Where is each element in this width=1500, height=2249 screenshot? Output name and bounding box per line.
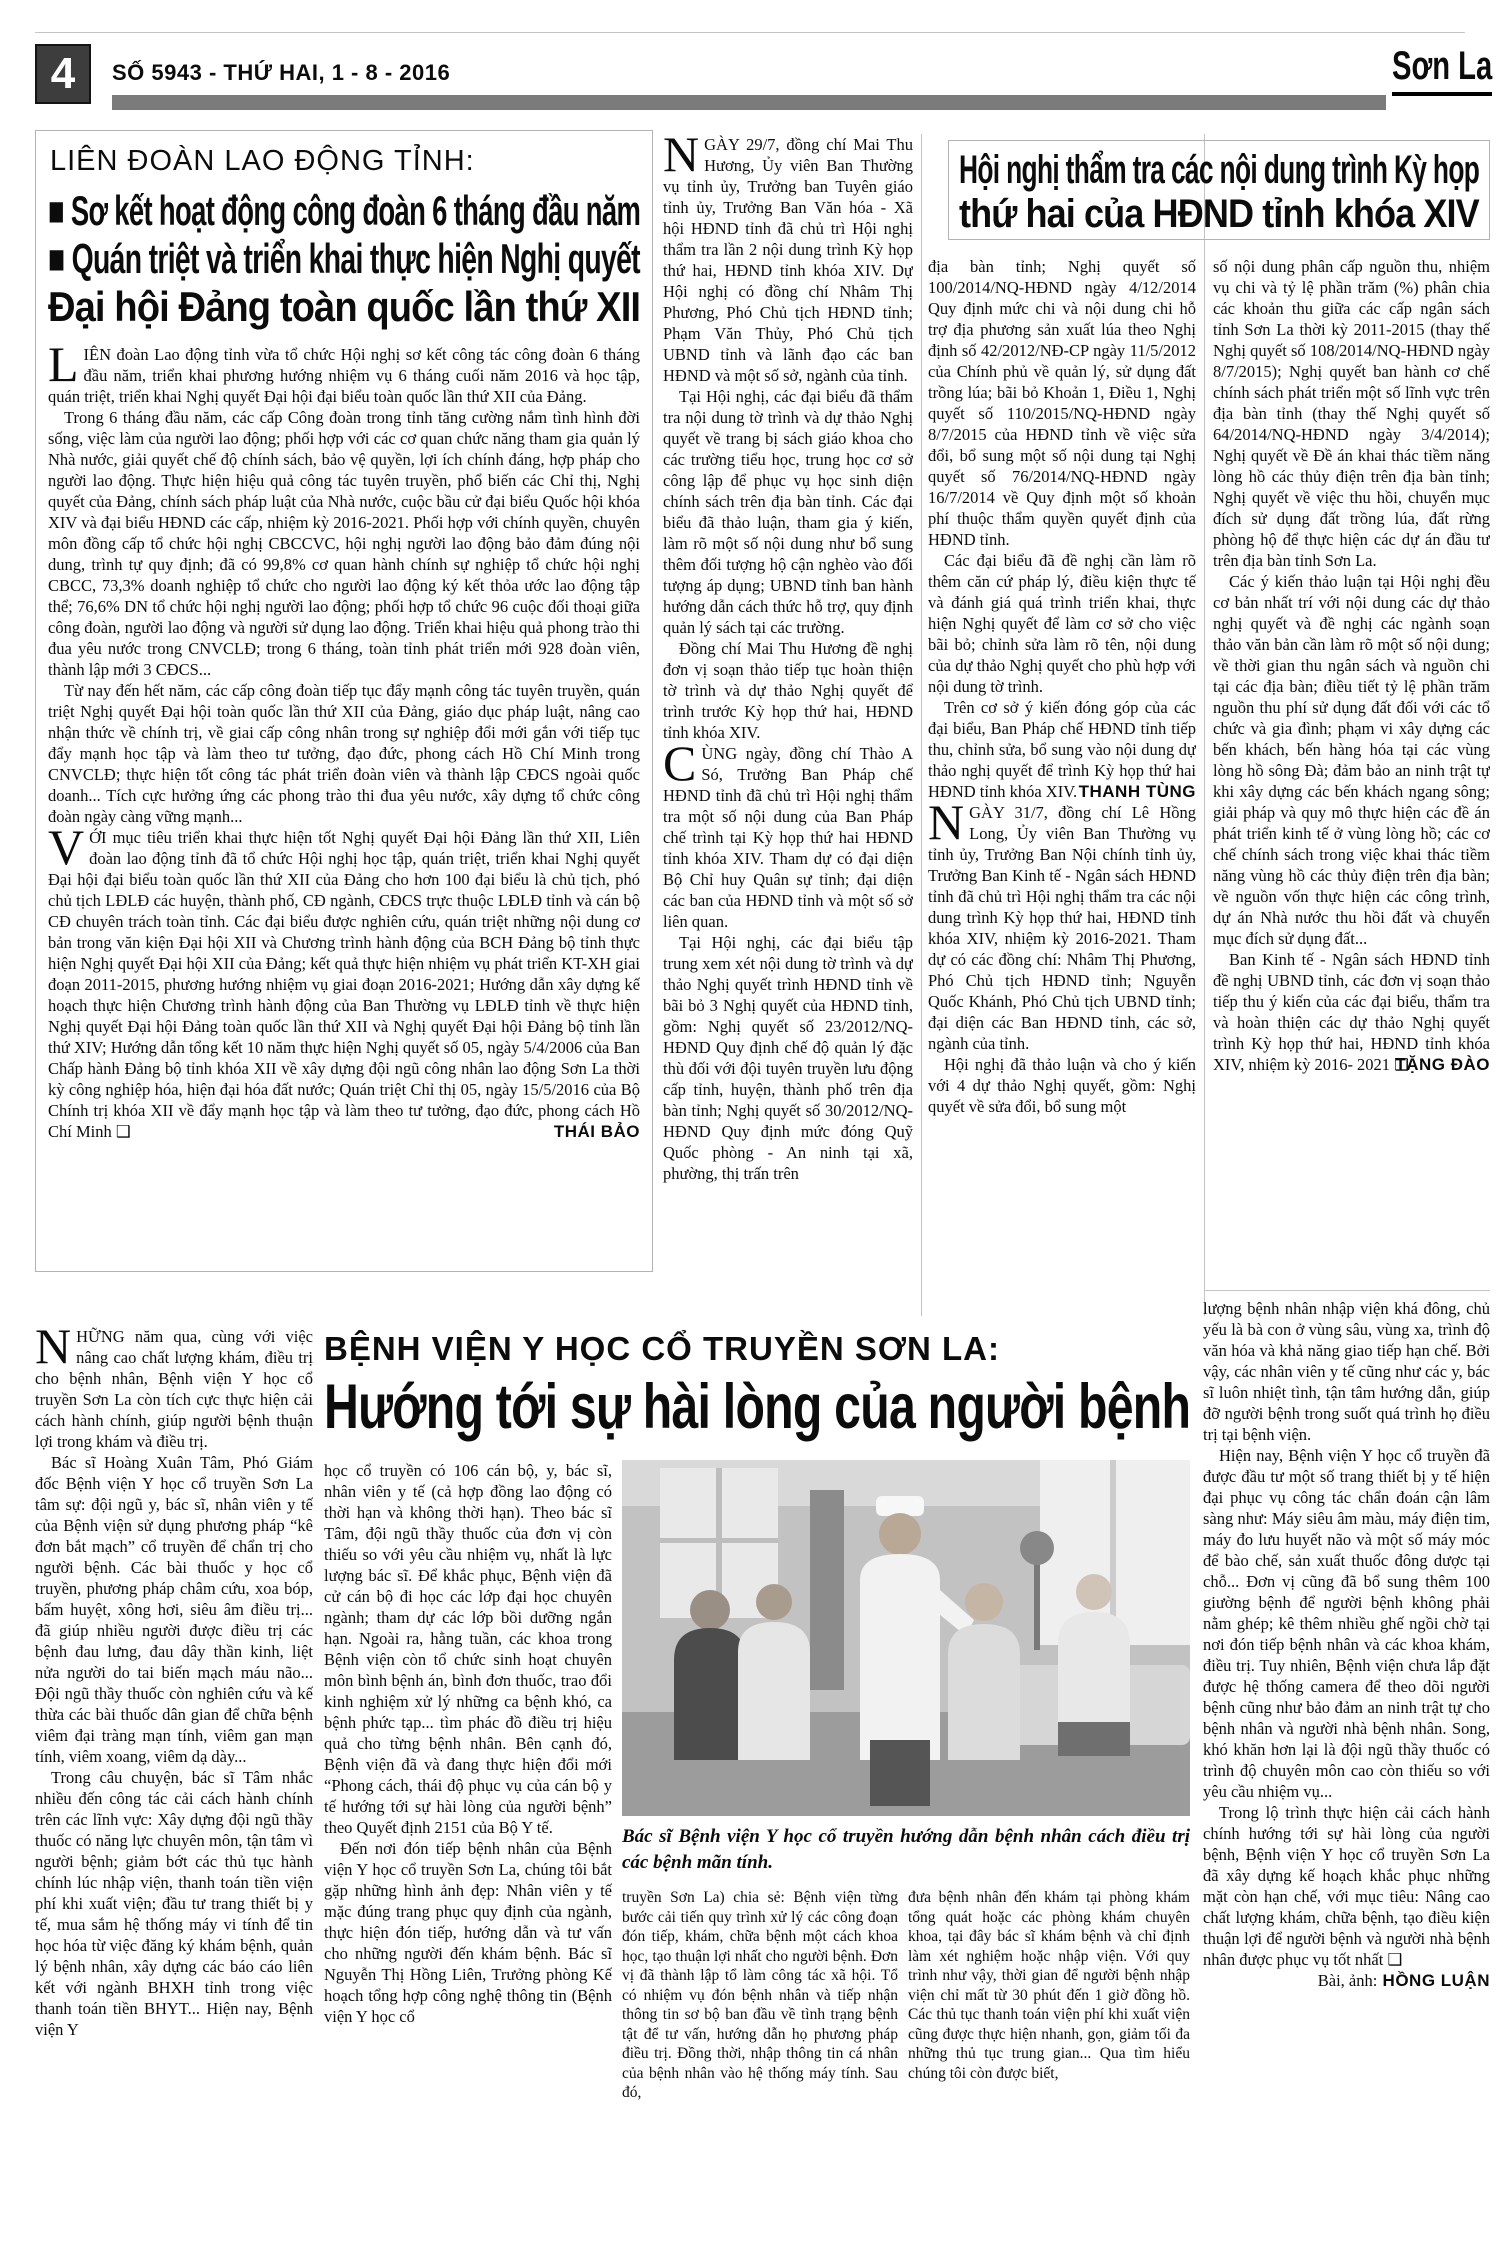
paragraph: Các đại biểu đã đề nghị cần làm rõ thêm căn cứ pháp lý, điều kiện thực tế và đánh giá quá trình triển khai, thực hiện Nghị quyết để làm cơ sở cho việc bãi bỏ; chỉnh sửa làm rõ tên, nội dung của dự thảo Nghị quyết cho phù hợp với nội dung tờ trình. xyxy=(928,551,1196,696)
section-rule xyxy=(1204,1290,1490,1291)
column-rule xyxy=(1204,134,1205,1316)
paragraph: Hội nghị đã thảo luận và cho ý kiến với 4 dự thảo Nghị quyết, gồm: Nghị quyết về sửa đổi, bổ sung một xyxy=(928,1055,1196,1116)
article-union-headline xyxy=(48,236,640,284)
headline-line: thứ hai của HĐND tỉnh khóa XIV xyxy=(959,192,1479,236)
byline: TẶNG ĐÀO xyxy=(1395,1055,1490,1074)
article-hdnd-column-3 xyxy=(1213,256,1490,1270)
article-hospital-kicker: BỆNH VIỆN Y HỌC CỔ TRUYỀN SƠN LA: xyxy=(324,1330,1001,1367)
byline: HỒNG LUẬN xyxy=(1382,1971,1490,1990)
paragraph: Bác sĩ Hoàng Xuân Tâm, Phó Giám đốc Bệnh viện Y học cổ truyền Sơn La tâm sự: đội ngũ y, bác sĩ, nhân viên y tế của Bệnh viện sử dụng phương pháp “kê đơn bắt mạch” cổ truyền để chẩn trị cho người bệnh. Các bài thuốc y học cổ truyền, phương pháp châm cứu, xoa bóp, bấm huyệt, xông hơi, siêu âm điều trị... đã giúp nhiều người được điều trị các bệnh đau lưng, đau dây thần kinh, liệt nửa người do tai biến mạch máu não... Đội ngũ thầy thuốc còn nghiên cứu và kế thừa các bài thuốc dân gian để chữa bệnh viêm đại tràng mạn tính, viêm gan mạn tính, viêm xoang, viêm dạ dày... xyxy=(35,1453,313,1766)
byline: THÁI BẢO xyxy=(553,1122,640,1141)
masthead: Sơn La xyxy=(1392,44,1492,96)
article-hospital-column-3 xyxy=(622,1888,898,2132)
paragraph: Trong 6 tháng đầu năm, các cấp Công đoàn trong tỉnh tăng cường nắm tình hình đời sống, việc làm của người lao động; phối hợp với các cơ quan chức năng tham gia quản lý Nhà nước, giải quyết chế độ chính sách, bảo vệ quyền, lợi ích chính đáng, hợp pháp cho người lao động. Thực hiện hiệu quả công tác tuyên truyền, phổ biến các Chỉ thị, Nghị quyết của Đảng, chính sách pháp luật của Nhà nước, cuộc bầu cử đại biểu Quốc hội khóa XIV và đại biểu HĐND các cấp, nhiệm kỳ 2016-2021. Phối hợp với chính quyền, chuyên môn đồng cấp tổ chức hội nghị CBCCVC, hội nghị người lao động bảo đảm đúng nội dung, trình tự quy định; đã có 99,8% cơ quan hành chính sự nghiệp tổ chức hội nghị CBCC, 73,3% doanh nghiệp tổ chức cho người lao động ký kết thỏa ước lao động tập thể; 76,6% DN tổ chức hội nghị người lao động; phối hợp tổ chức 96 cuộc đối thoại giữa công đoàn, người lao động và người sử dụng lao động. Triển khai hiệu quả phong trào thi đua yêu nước trong CNVCLĐ; trong 6 tháng, toàn tỉnh phát triển mới 928 đoàn viên, thành lập mới 3 CĐCS... xyxy=(48,408,640,679)
paragraph: Trên cơ sở ý kiến đóng góp của các đại biểu, Ban Pháp chế HĐND tỉnh tiếp thu, chỉnh sửa, bổ sung vào nội dung dự thảo nghị quyết để trình Kỳ họp thứ hai HĐND tỉnh khóa XIV. xyxy=(928,698,1196,801)
article-union-kicker: LIÊN ĐOÀN LAO ĐỘNG TỈNH: xyxy=(50,145,475,177)
top-rule xyxy=(35,32,1465,33)
article-hospital-column-4 xyxy=(908,1888,1190,2132)
headline-line: ■ Quán triệt và triển khai thực hiện Nghị quyết xyxy=(48,235,640,282)
byline-row xyxy=(1203,1970,1490,1991)
article-hdnd-headline-box xyxy=(948,140,1490,240)
paragraph: địa bàn tỉnh; Nghị quyết số 100/2014/NQ-HĐND ngày 4/12/2014 Quy định mức chi và nội dung chi hỗ trợ địa phương sản xuất lúa theo Nghị định số 42/2012/NĐ-CP ngày 11/5/2012 của Chính phủ về quản lý, sử dụng đất trồng lúa; bãi bỏ Khoản 1, Điều 1, Nghị quyết số 110/2015/NQ-HĐND ngày 8/7/2015 của HĐND tỉnh về việc sửa đổi, bổ sung một số nội dung tại Nghị quyết số 76/2014/NQ-HĐND ngày 16/7/2014 về Quy định một số khoản phí thuộc thẩm quyền quyết định của HĐND tỉnh. xyxy=(928,257,1196,549)
photo-caption: Bác sĩ Bệnh viện Y học cổ truyền hướng dẫn bệnh nhân cách điều trị các bệnh mãn tính. xyxy=(622,1826,1190,1873)
paragraph: Các ý kiến thảo luận tại Hội nghị đều cơ bản nhất trí với nội dung các dự thảo nghị quyết và đề nghị các ngành soạn thảo văn bản cần làm rõ một số nội dung; về thời gian thu ngân sách và nguồn chi tại các địa bàn; điều tiết tỷ lệ phần trăm nguồn thu phí sử dụng đất đối với các tổ chức và gia đình; phạm vi xây dựng các bến khách, bến hàng hóa tại các vùng lòng hồ sông Đà; đảm bảo an ninh trật tự khi xây dựng các bến khách ngang sông; giải pháp và quy mô thực hiện các đề án phát triển kinh tế ở vùng lòng hồ; các cơ chế chính sách trong việc khai thác tiềm năng vùng hồ các thủy điện trên địa bàn; về nguồn vốn thực hiện các công trình, dự án Nhà nước thu hồi đất và chuyển mục đích sử dụng đất... xyxy=(1213,572,1490,948)
headline-line: Hội nghị thẩm tra các nội dung trình Kỳ họp xyxy=(959,148,1480,192)
paragraph: học cổ truyền có 106 cán bộ, y, bác sĩ, nhân viên y tế (cả hợp đồng lao động có thời hạn và không thời hạn). Theo bác sĩ Tâm, đội ngũ thầy thuốc của đơn vị còn thiếu so với yêu cầu nhiệm vụ, nhất là lực lượng bác sĩ. Để khắc phục, Bệnh viện đã cử cán bộ đi học các lớp đại học chuyên ngành; tham dự các lớp bồi dưỡng ngắn hạn. Ngoài ra, hằng tuần, các khoa trong Bệnh viện còn tổ chức sinh hoạt chuyên môn bình bệnh án, bình đơn thuốc, trao đổi kinh nghiệm xử lý những ca bệnh khó, ca bệnh phức tạp... tìm phác đồ điều trị hiệu quả cho từng bệnh nhân. Bên cạnh đó, Bệnh viện đã và đang thực hiện đổi mới “Phong cách, thái độ phục vụ của cán bộ y tế hướng tới sự hài lòng của người bệnh” theo Quyết định 2151 của Bộ Y tế. xyxy=(324,1461,612,1837)
article-hospital-column-2 xyxy=(324,1460,612,2138)
article-hospital-column-5 xyxy=(1203,1298,1490,2150)
article-hdnd-column-2 xyxy=(928,256,1196,1316)
issue-line: SỐ 5943 - THỨ HAI, 1 - 8 - 2016 xyxy=(112,60,451,85)
paragraph: NGÀY 29/7, đồng chí Mai Thu Hương, Ủy viên Ban Thường vụ tỉnh ủy, Trưởng ban Tuyên giáo tỉnh ủy, Trưởng Ban Văn hóa - Xã hội HĐND tỉnh đã chủ trì Hội nghị thẩm tra lần 2 nội dung trình Kỳ họp thứ hai, HĐND tỉnh khóa XIV. Dự Hội nghị có đồng chí Nhâm Thị Phương, Phó Chủ tịch HĐND tỉnh; Phạm Văn Thủy, Phó Chủ tịch UBND tỉnh và lãnh đạo các ban HĐND và một số sở, ngành của tỉnh. xyxy=(663,134,913,385)
masthead-wrap xyxy=(1392,44,1492,102)
article-union-body xyxy=(48,344,640,1270)
paragraph: Ban Kinh tế - Ngân sách HĐND tỉnh đề nghị UBND tỉnh, các đơn vị soạn thảo tiếp thu ý kiến của các đại biểu, thẩm tra và hoàn thiện các dự thảo Nghị quyết trình Kỳ họp thứ hai, HĐND tỉnh khóa XIV, nhiệm kỳ 2016- 2021 ❑ xyxy=(1213,950,1490,1074)
paragraph: CÙNG ngày, đồng chí Thào A Só, Trưởng Ban Pháp chế HĐND tỉnh đã chủ trì Hội nghị thẩm tra một số nội dung của Ban Pháp chế trình tại Kỳ họp thứ hai HĐND tỉnh khóa XIV. Tham dự có đại diện Bộ Chỉ huy Quân sự tỉnh; đại diện các ban của HĐND tỉnh và một số sở liên quan. xyxy=(663,735,913,931)
headline-line: Hướng tới sự hài lòng của người bệnh xyxy=(324,1372,1191,1442)
paragraph: số nội dung phân cấp nguồn thu, nhiệm vụ chi và tỷ lệ phần trăm (%) phân chia các khoản thu giữa các cấp ngân sách tỉnh Sơn La thời kỳ 2011-2015 (thay thế Nghị quyết số 108/2014/NQ-HĐND ngày 8/7/2015); Nghị quyết ban hành cơ chế chính sách phát triển một số lĩnh vực trên địa bàn tỉnh (thay thế Nghị quyết số 64/2014/NQ-HĐND ngày 3/4/2014); Nghị quyết về Đề án khai thác tiềm năng lòng hồ các thủy điện trên địa bàn tỉnh; Nghị quyết về việc thu hồi, chuyển mục đích sử dụng đất trồng lúa, đất rừng phòng hộ để thực hiện các dự án đầu tư trên địa bàn tỉnh Sơn La. xyxy=(1213,257,1490,570)
article-union-headline xyxy=(48,188,640,236)
paragraph: Đến nơi đón tiếp bệnh nhân của Bệnh viện Y học cổ truyền Sơn La, chúng tôi bắt gặp những hình ảnh đẹp: Nhân viên y tế mặc đúng trang phục quy định của ngành, thực hiện đón tiếp, hướng dẫn và tư vấn cho những người đến khám bệnh. Bác sĩ Nguyễn Thị Hồng Liên, Trưởng phòng Kế hoạch tổng hợp công nghệ thông tin (Bệnh viện Y học cổ xyxy=(324,1839,612,2026)
article-photo-illustration xyxy=(622,1460,1190,1816)
article-union-headline xyxy=(48,284,640,332)
paragraph: truyền Sơn La) chia sẻ: Bệnh viện từng bước cải tiến quy trình xử lý các công đoạn đón tiếp, khám, chữa bệnh một cách khoa học, tạo thuận lợi nhất cho người bệnh. Đơn vị đã thành lập tổ làm công tác xã hội. Tổ có nhiệm vụ đón bệnh nhân và tiếp nhận thông tin sơ bộ ban đầu về tình trạng bệnh tật để tư vấn, hướng dẫn họ phương pháp điều trị. Đồng thời, nhập thông tin cá nhân của bệnh nhân vào hệ thống máy tính. Sau đó, xyxy=(622,1889,898,2101)
headline-line: ■ Sơ kết hoạt động công đoàn 6 tháng đầu năm xyxy=(48,187,641,234)
paragraph: Trong lộ trình thực hiện cải cách hành chính hướng tới sự hài lòng của người bệnh, Bệnh viện Y học cổ truyền Sơn La đã xây dựng kế hoạch khắc phục những mặt còn hạn chế, với mục tiêu: Nâng cao chất lượng khám, chữa bệnh, tạo điều kiện thuận lợi để người bệnh và người nhà bệnh nhân được phục vụ tốt nhất ❑ xyxy=(1203,1803,1490,1969)
paragraph: Tại Hội nghị, các đại biểu đã thẩm tra nội dung tờ trình và dự thảo Nghị quyết về trang bị sách giáo khoa cho các trường tiểu học, trung học cơ sở công lập để phục vụ học sinh diện chính sách trên địa bàn tỉnh. Các đại biểu đã thảo luận, tham gia ý kiến, làm rõ một số nội dung như bổ sung thêm đối tượng hộ cận nghèo vào đối tượng áp dụng; UBND tỉnh ban hành hướng dẫn cách thức hỗ trợ, quy định quản lý sách tại các trường. xyxy=(663,387,913,637)
paragraph: NHỮNG năm qua, cùng với việc nâng cao chất lượng khám, điều trị cho bệnh nhân, Bệnh viện Y học cổ truyền Sơn La còn tích cực thực hiện cải cách hành chính, giúp người bệnh thuận lợi trong khám và điều trị. xyxy=(35,1326,313,1451)
paragraph: Tại Hội nghị, các đại biểu tập trung xem xét nội dung tờ trình và dự thảo Nghị quyết trình HĐND tỉnh về bãi bỏ 3 Nghị quyết của HĐND tỉnh, gồm: Nghị quyết số 23/2012/NQ-HĐND Quy định chế độ quản lý đặc thù đối với đội tuyên truyền lưu động cấp tỉnh, huyện, thành phố trên địa bàn tỉnh; Nghị quyết số 30/2012/NQ-HĐND Quy định mức đóng Quỹ Quốc phòng - An ninh tại xã, phường, thị trấn trên xyxy=(663,933,913,1183)
paragraph: Hiện nay, Bệnh viện Y học cổ truyền đã được đầu tư một số trang thiết bị y tế hiện đại phục vụ công tác chẩn đoán cận lâm sàng như: Máy siêu âm màu, máy điện tim, máy đo lưu huyết não và một số máy móc để bào chế, sản xuất thuốc đông dược tại chỗ... Đơn vị cũng đã bổ sung thêm 100 giường bệnh để người bệnh không phải nằm ghép; kê thêm nhiều ghế ngồi chờ tại nơi đón tiếp bệnh nhân và các khoa khám, điều trị. Tuy nhiên, Bệnh viện chưa lắp đặt được hệ thống camera để theo dõi người bệnh cũng như bảo đảm an ninh trật tự cho bệnh nhân và người nhà bệnh nhân. Song, khó khăn hơn lại là đội ngũ thầy thuốc có trình độ chuyên môn cao còn thiếu so với yêu cầu nhiệm vụ... xyxy=(1203,1446,1490,1801)
article-hospital-column-1 xyxy=(35,1326,313,2138)
paragraph: LIÊN đoàn Lao động tỉnh vừa tổ chức Hội nghị sơ kết công tác công đoàn 6 tháng đầu năm, triển khai phương hướng nhiệm vụ 6 tháng cuối năm 2016 và học tập, quán triệt, triển khai Nghị quyết Đại hội đại biểu toàn quốc lần thứ XII của Đảng. xyxy=(48,344,640,406)
paragraph: VỚI mục tiêu triển khai thực hiện tốt Nghị quyết Đại hội Đảng lần thứ XII, Liên đoàn lao động tỉnh đã tổ chức Hội nghị học tập, quán triệt, triển khai Nghị quyết Đại hội đại biểu toàn quốc lần thứ XII của Đảng cho hơn 100 đại biểu là chủ tịch, phó chủ tịch LĐLĐ các huyện, thành phố, CĐ ngành, CĐCS trực thuộc LĐLĐ tỉnh và cán bộ CĐ chuyên trách toàn tỉnh. Các đại biểu được nghiên cứu, quán triệt những nội dung cơ bản trong văn kiện Đại hội XII và Chương trình hành động của BCH Đảng bộ tỉnh thực hiện Nghị quyết Đại hội XII của Đảng; kết quả thực hiện nhiệm vụ phát triển KT-XH giai đoạn 2011-2015, phương hướng nhiệm vụ giai đoạn 2016-2021; Hướng dẫn xây dựng kế hoạch thực hiện Chương trình hành động của Ban Thường vụ LĐLĐ tỉnh về thực hiện Nghị quyết Đại hội Đảng toàn quốc lần thứ XII và Nghị quyết Đại hội Đảng bộ tỉnh lần thứ XIV; Hướng dẫn tổng kết 10 năm thực hiện Nghị quyết số 05, ngày 5/4/2006 của Ban Chấp hành Đảng bộ tỉnh khóa XII về xây dựng đội ngũ công nhân lao động Sơn La thời kỳ công nghiệp hóa, hiện đại hóa đất nước; Quán triệt Chỉ thị 05, ngày 15/5/2016 của Bộ Chính trị khóa XII về đẩy mạnh học tập và làm theo tư tưởng, đạo đức, phong cách Hồ Chí Minh ❑ xyxy=(48,819,640,1141)
headline-line: Đại hội Đảng toàn quốc lần thứ XII xyxy=(48,283,641,330)
column-rule xyxy=(921,134,922,1316)
byline: THANH TÙNG xyxy=(1078,782,1196,801)
page-number: 4 xyxy=(35,44,91,104)
header-bar xyxy=(112,95,1386,110)
article-photo xyxy=(622,1460,1190,1816)
paragraph: NGÀY 31/7, đồng chí Lê Hồng Long, Ủy viên Ban Thường vụ tỉnh ủy, Trưởng Ban Nội chính tỉnh ủy, Trưởng Ban Kinh tế - Ngân sách HĐND tỉnh đã chủ trì Hội nghị thẩm tra các nội dung trình Kỳ họp thứ hai, HĐND tỉnh khóa XIV, nhiệm kỳ 2016-2021. Tham dự có các đồng chí: Nhâm Thị Phương, Phó Chủ tịch HĐND tỉnh; Nguyễn Quốc Khánh, Phó Chủ tịch UBND tỉnh; đại diện các Ban HĐND tỉnh, các sở, ngành của tỉnh. xyxy=(928,794,1196,1053)
paragraph: Trong câu chuyện, bác sĩ Tâm nhắc nhiều đến công tác cải cách hành chính trên các lĩnh vực: Xây dựng đội ngũ thầy thuốc có năng lực chuyên môn, tận tâm vì người bệnh; giảm bớt các thủ tục hành chính lúc nhập viện, thanh toán tiền viện phí khi xuất viện; đầu tư trang thiết bị y tế, mua sắm hệ thống máy vi tính để tin học hóa từ việc đăng ký khám bệnh, quản lý bệnh nhân, xây dựng các báo cáo liên kết với ngành BHXH tỉnh trong việc thanh toán tiền BHYT... Hiện nay, Bệnh viện Y xyxy=(35,1768,313,2039)
article-hdnd-column-1 xyxy=(663,134,913,1314)
article-union-box xyxy=(35,130,653,1272)
paragraph: đưa bệnh nhân đến khám tại phòng khám tổng quát hoặc các phòng khám chuyên khoa, tại đây bác sĩ khám bệnh và chỉ định làm xét nghiệm hoặc nhập viện. Với quy trình như vậy, thời gian để người bệnh nhập viện chỉ mất từ 30 phút đến 1 giờ đồng hồ. Các thủ tục thanh toán viện phí khi xuất viện cũng được thực hiện nhanh, gọn, giảm tối đa những thủ tục trung gian... Qua tìm hiểu chúng tôi còn được biết, xyxy=(908,1889,1190,2082)
byline-prefix: Bài, ảnh: xyxy=(1317,1971,1378,1990)
paragraph: Đồng chí Mai Thu Hương đề nghị đơn vị soạn thảo tiếp tục hoàn thiện tờ trình và dự thảo Nghị quyết để trình trước Kỳ họp thứ hai, HĐND tỉnh khóa XIV. xyxy=(663,639,913,742)
paragraph: Từ nay đến hết năm, các cấp công đoàn tiếp tục đẩy mạnh công tác tuyên truyền, quán triệt Nghị quyết Đại hội toàn quốc lần thứ XII của Đảng, giáo dục pháp luật, nâng cao nhận thức về chính trị, về giai cấp công nhân trong sự nghiệp đổi mới gắn với tiếp tục đẩy mạnh học tập và làm theo tư tưởng, đạo đức, phong cách Hồ Chí Minh trong CNVCLĐ; thực hiện tốt công tác phát triển đoàn viên và thành lập CĐCS ngoài quốc doanh... Tích cực hưởng ứng các phong trào thi đua yêu nước, xây dựng tổ chức công đoàn ngày càng vững mạnh... xyxy=(48,681,640,826)
article-hospital-headline xyxy=(324,1372,1190,1448)
paragraph: lượng bệnh nhân nhập viện khá đông, chủ yếu là bà con ở vùng sâu, vùng xa, trình độ văn hóa và khả năng giao tiếp hạn chế. Bởi vậy, các nhân viên y tế cũng như các y, bác sĩ luôn nhiệt tình, tận tâm hướng dẫn, giúp đỡ người bệnh trong suốt quá trình họ điều trị tại bệnh viện. xyxy=(1203,1299,1490,1444)
